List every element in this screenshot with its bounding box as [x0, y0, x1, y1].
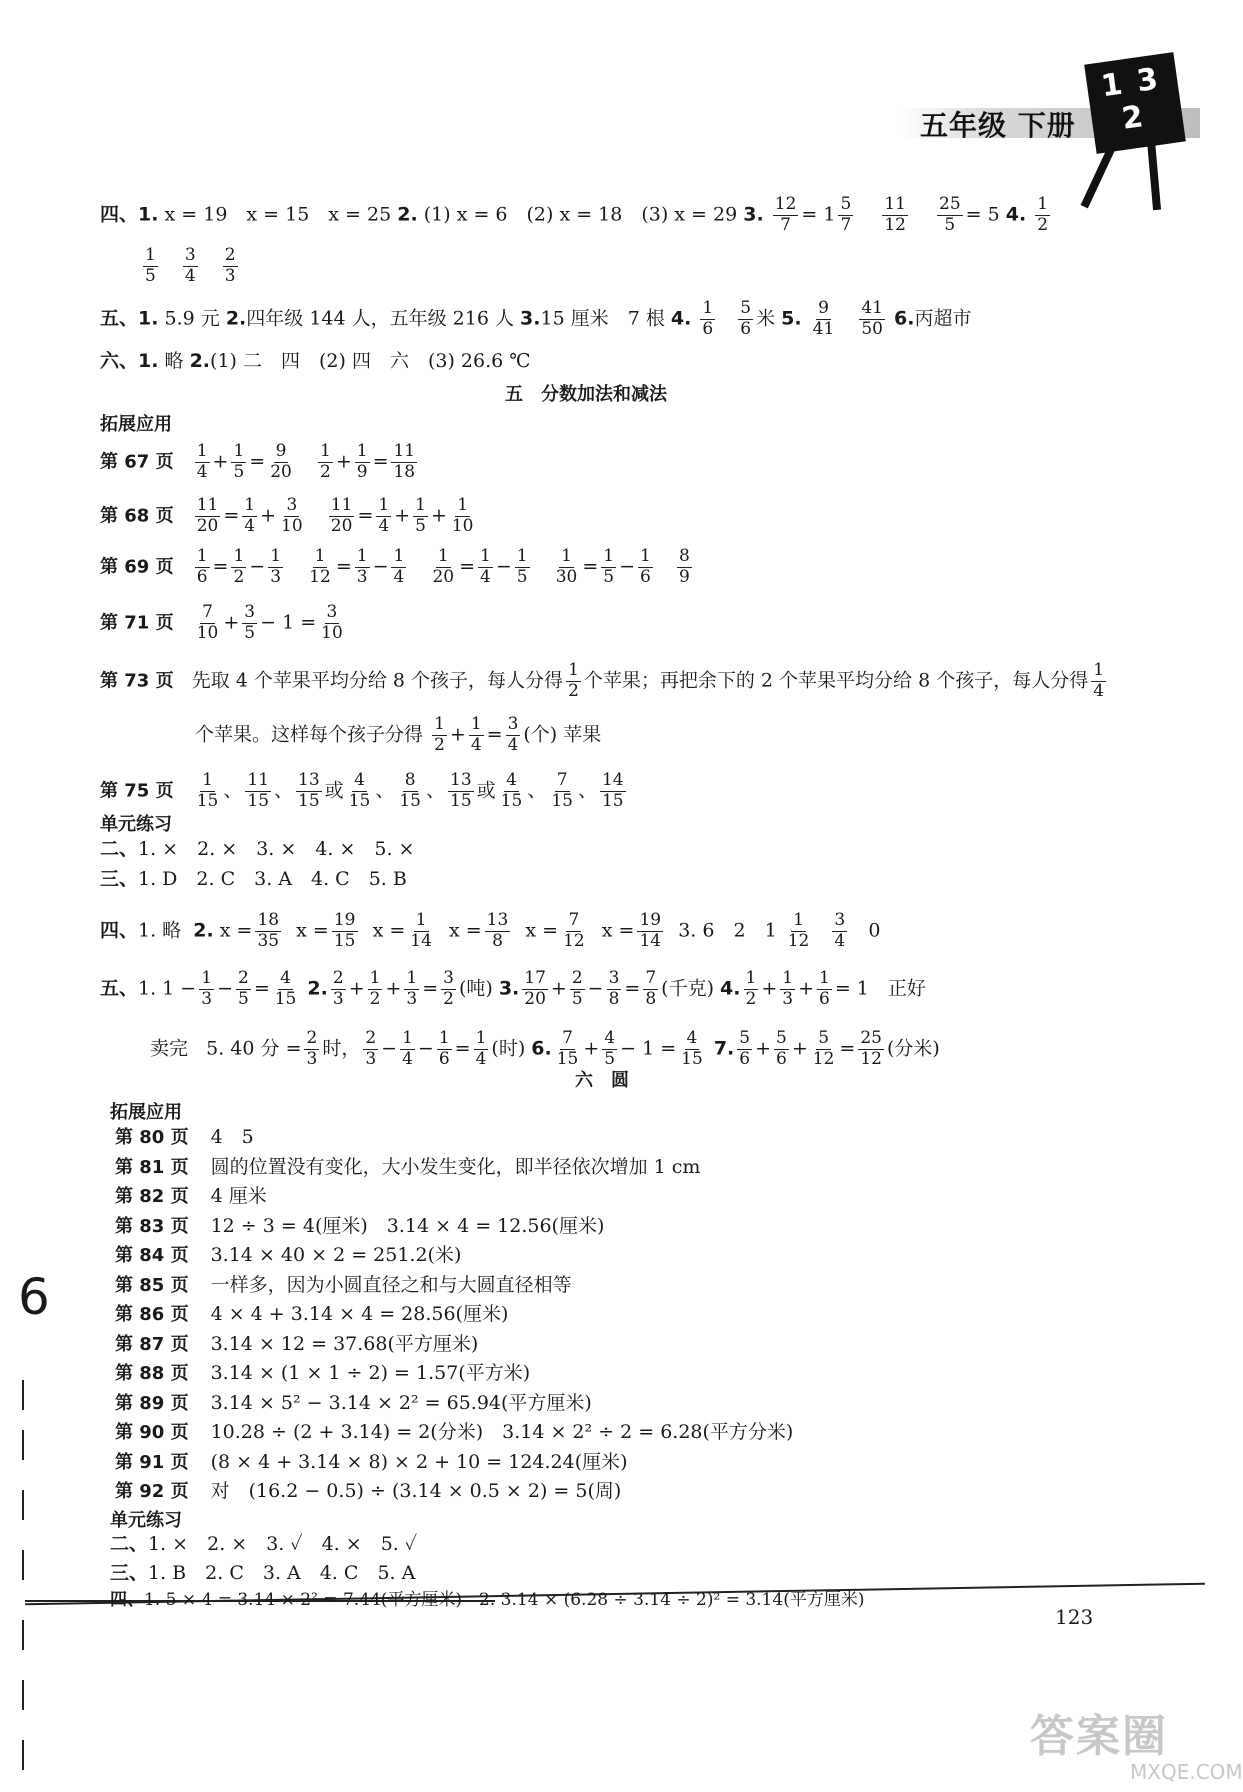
answer-text: 12 ÷ 3 = 4(厘米) 3.14 × 4 = 12.56(厘米): [210, 1214, 605, 1237]
answer-p67: 第 67 页 $\frac{1}{4}$ + $\frac{1}{5}$ = $\frac{9}{20}$ $\frac{1}{2}$ + $\frac{1}{9}$ = $\frac{11}{18}$: [100, 441, 416, 482]
unit2-q4: 四、1. 5 × 4 = 3.14 × 2² = 7.44(平方厘米) 2. 3.14 × (6.28 ÷ 3.14 ÷ 2)² = 3.14(平方厘米): [110, 1590, 865, 1610]
answer-text: 3.14 × (1 × 1 ÷ 2) = 1.57(平方米): [210, 1362, 531, 1384]
answer-p73: 第 73 页 先取 4 个苹果平均分给 8 个孩子，每人分得 $\frac{1}{2}$ 个苹果；再把余下的 2 个苹果平均分给 8 个孩子，每人分得 $\frac{1}{4}$: [100, 660, 1105, 701]
unit2-q3: 三、1. B 2. C 3. A 4. C 5. A: [110, 1562, 416, 1584]
circle-answer-row: [115, 1364, 530, 1383]
circle-answer-row: [115, 1332, 479, 1355]
page-ref-label: 第 85 页: [115, 1274, 189, 1296]
circle-answer-row: [115, 1128, 254, 1147]
answer-text: 3.14 × 40 × 2 = 251.2(米): [210, 1244, 462, 1266]
answer-text: 圆的位置没有变化，大小发生变化，即半径依次增加 1 cm: [210, 1155, 701, 1178]
answer-text: 3.14 × 5² − 3.14 × 2² = 65.94(平方厘米): [210, 1391, 592, 1414]
page-ref-label: 第 90 页: [115, 1422, 189, 1443]
answer-p69: 第 69 页 $\frac{1}{6}$ = $\frac{1}{2}$ − $\frac{1}{3}$ $\frac{1}{12}$ = $\frac{1}{3}$ − $\frac{1}{4}$ $\frac{1}{20}$ = $\frac{1}{4}$ − $\frac{1}{5}$ $\frac{1}{30}$ = $\frac{1}{5}$ − $\frac{1}{6}$ $\frac{8}{9}$: [100, 546, 690, 587]
section-heading: 单元练习: [110, 1510, 182, 1531]
page-ref-label: 第 86 页: [115, 1304, 189, 1325]
answer-text: 4 × 4 + 3.14 × 4 = 28.56(厘米): [210, 1303, 509, 1325]
page-ref-label: 第 82 页: [115, 1186, 189, 1207]
answer-text: 4 5: [210, 1126, 254, 1148]
margin-tick: [22, 1740, 24, 1770]
circle-answer-row: [115, 1155, 701, 1178]
margin-handwritten-mark: 6: [18, 1268, 50, 1326]
page-ref-label: 第 83 页: [115, 1215, 189, 1237]
answer-row-5: 五、1. 5.9 元 2.四年级 144 人，五年级 216 人 3.15 厘米 7 根 4. $\frac{1}{6}$ $\frac{5}{6}$ 米 5. $\frac{9}{41}$ $\frac{41}{50}$ 6.丙超市: [100, 298, 972, 339]
circle-answer-row: [115, 1450, 628, 1473]
margin-tick: [22, 1380, 24, 1410]
answer-row-4: 四、1. x = 19 x = 15 x = 25 2. (1) x = 6 (2) x = 18 (3) x = 29 3. $\frac{12}{7}$ = 1 $\frac{5}{7}$ $\frac{11}{12}$ $\frac{25}{5}$ = 5 4. $\frac{1}{2}$: [100, 194, 1049, 235]
answer-text: 10.28 ÷ (2 + 3.14) = 2(分米) 3.14 × 2² ÷ 2 = 6.28(平方分米): [210, 1421, 794, 1443]
watermark-url: MXQE.COM: [1130, 1760, 1243, 1784]
circle-answer-row: [115, 1214, 605, 1237]
header-title: 五年级 下册: [920, 109, 1076, 142]
page-ref-label: 第 89 页: [115, 1392, 189, 1414]
unit2-q2: 二、1. × 2. × 3. ✓ 4. × 5. ✓: [110, 1533, 418, 1555]
board-leg: [1147, 140, 1161, 210]
page-ref-label: 第 81 页: [115, 1156, 189, 1178]
answer-p68: 第 68 页 $\frac{11}{20}$ = $\frac{1}{4}$ + $\frac{3}{10}$ $\frac{11}{20}$ = $\frac{1}{4}$ + $\frac{1}{5}$ + $\frac{1}{10}$: [100, 495, 474, 536]
chapter-title: 六 圆: [575, 1070, 629, 1091]
page-number: 123: [1055, 1605, 1094, 1629]
answer-text: 4 厘米: [210, 1185, 267, 1207]
answer-p75: 第 75 页 $\frac{1}{15}$ 、 $\frac{11}{15}$ 、 $\frac{13}{15}$ 或 $\frac{4}{15}$ 、 $\frac{8}{15}$ 、 $\frac{13}{15}$ 或 $\frac{4}{15}$ 、 $\frac{7}{15}$ 、 $\frac{14}{15}$: [100, 770, 624, 811]
unit-q4: 四、1. 略 2. x = $\frac{18}{35}$ x = $\frac{19}{15}$ x = $\frac{1}{14}$ x = $\frac{13}{8}$ x = $\frac{7}{12}$ x = $\frac{19}{14}$ 3. 6 2 1 $\frac{1}{12}$ $\frac{3}{4}$ 0: [100, 910, 881, 951]
margin-tick: [22, 1490, 24, 1520]
page-ref-label: 第 80 页: [115, 1127, 189, 1148]
page-ref-label: 第 87 页: [115, 1333, 189, 1355]
circle-answer-row: [115, 1187, 267, 1206]
answer-p73-cont: 个苹果。这样每个孩子分得 $\frac{1}{2}$ + $\frac{1}{4}$ = $\frac{3}{4}$ (个) 苹果: [195, 714, 602, 755]
unit-q2: 二、1. × 2. × 3. × 4. × 5. ×: [100, 838, 415, 860]
chapter-title: 五 分数加法和减法: [505, 384, 667, 405]
section-heading: 拓展应用: [110, 1102, 182, 1123]
answer-text: (8 × 4 + 3.14 × 8) × 2 + 10 = 124.24(厘米): [210, 1450, 628, 1473]
board-digit: 1: [1099, 66, 1125, 105]
answer-text: 一样多，因为小圆直径之和与大圆直径相等: [210, 1273, 572, 1296]
board-digit: 2: [1119, 99, 1146, 137]
watermark-logo: 答案圈: [1030, 1711, 1168, 1762]
answer-row-4b: $\frac{1}{5}$ $\frac{3}{4}$ $\frac{2}{3}$: [145, 245, 236, 286]
page-ref-label: 第 91 页: [115, 1451, 189, 1473]
margin-tick: [22, 1550, 24, 1580]
circle-answer-row: [115, 1273, 572, 1296]
answer-p71: 第 71 页 $\frac{7}{10}$ + $\frac{3}{5}$ − 1 = $\frac{3}{10}$: [100, 602, 343, 643]
unit-q5: 五、1. 1 − $\frac{1}{3}$ − $\frac{2}{5}$ = $\frac{4}{15}$ 2. $\frac{2}{3}$ + $\frac{1}{2}$ + $\frac{1}{3}$ = $\frac{3}{2}$ (吨) 3. $\frac{17}{20}$ + $\frac{2}{5}$ − $\frac{3}{8}$ = $\frac{7}{8}$ (千克) 4. $\frac{1}{2}$ + $\frac{1}{3}$ + $\frac{1}{6}$ = 1 正好: [100, 968, 926, 1009]
circle-answer-row: [115, 1305, 508, 1324]
unit-q3: 三、1. D 2. C 3. A 4. C 5. B: [100, 868, 407, 890]
answer-text: 3.14 × 12 = 37.68(平方厘米): [210, 1332, 479, 1355]
unit-q5-cont: 卖完 5. 40 分 = $\frac{2}{3}$ 时， $\frac{2}{3}$ − $\frac{1}{4}$ − $\frac{1}{6}$ = $\frac{1}{4}$ (时) 6. $\frac{7}{15}$ + $\frac{4}{5}$ − 1 = $\frac{4}{15}$ 7. $\frac{5}{6}$ + $\frac{5}{6}$ + $\frac{5}{12}$ = $\frac{25}{12}$ (分米): [150, 1028, 940, 1069]
page-ref-label: 第 84 页: [115, 1245, 189, 1266]
answer-row-6: 六、1. 略 2.(1) 二 四 (2) 四 六 (3) 26.6 ℃: [100, 350, 531, 372]
board-digit: 3: [1134, 61, 1161, 100]
circle-answer-row: [115, 1482, 621, 1501]
circle-answer-row: [115, 1391, 592, 1414]
circle-answer-row: [115, 1423, 793, 1442]
section-heading: 单元练习: [100, 814, 172, 835]
section-heading: 拓展应用: [100, 414, 172, 435]
chalkboard-logo: [1084, 52, 1186, 154]
margin-tick: [22, 1680, 24, 1710]
page-ref-label: 第 92 页: [115, 1481, 189, 1502]
margin-tick: [22, 1620, 24, 1650]
page-ref-label: 第 88 页: [115, 1363, 189, 1384]
circle-answer-row: [115, 1246, 461, 1265]
margin-tick: [22, 1430, 24, 1460]
answer-text: 对 (16.2 − 0.5) ÷ (3.14 × 0.5 × 2) = 5(周): [210, 1480, 622, 1502]
